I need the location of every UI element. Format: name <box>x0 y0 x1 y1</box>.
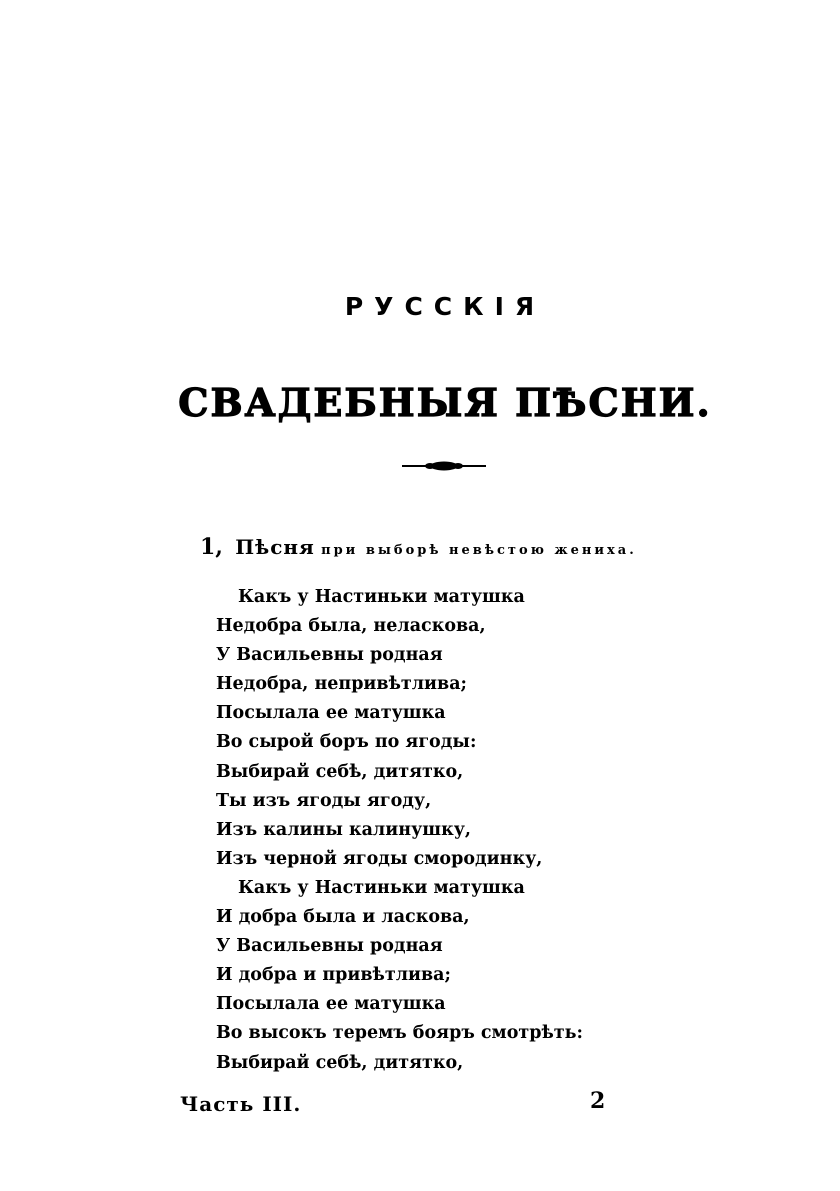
verse-line: У Васильевны родная <box>216 645 443 666</box>
song-heading-rest: при выборѣ невѣстою жениха. <box>321 543 637 558</box>
volume-signature: Часть III. <box>180 1092 302 1116</box>
verse-line: И добра и привѣтлива; <box>216 965 451 986</box>
verse-line: Недобра, непривѣтлива; <box>216 674 467 695</box>
verse-line: Посылала ее матушка <box>216 994 446 1015</box>
song-verse <box>0 583 840 1078</box>
verse-line: Какъ у Настиньки матушка <box>238 877 525 898</box>
verse-line: Посылала ее матушка <box>216 703 446 724</box>
verse-line: Ты изъ ягоды ягоду, <box>216 790 432 811</box>
verse-line: Во сырой боръ по ягоды: <box>216 732 477 753</box>
verse-line: Изъ черной ягоды смородинку, <box>216 848 543 869</box>
page-title: СВАДЕБНЫЯ ПѢСНИ. <box>178 380 712 425</box>
verse-line: Изъ калины калинушку, <box>216 819 472 840</box>
verse-line: Выбирай себѣ, дитятко, <box>216 761 464 782</box>
page-kicker: РУССКІЯ <box>344 292 546 321</box>
verse-line: Во высокъ теремъ бояръ смотрѣть: <box>216 1023 583 1044</box>
song-number: 1, <box>200 534 223 560</box>
song-heading-lead: Пѣсня <box>235 535 315 559</box>
verse-line: Недобра была, неласкова, <box>216 616 486 637</box>
page-number: 2 <box>590 1088 606 1114</box>
verse-line: Какъ у Настиньки матушка <box>238 587 525 607</box>
verse-line: У Васильевны родная <box>216 936 443 957</box>
verse-line: И добра была и ласкова, <box>216 907 470 928</box>
ornament-divider-icon <box>402 458 486 474</box>
song-heading <box>200 534 637 560</box>
verse-line: Выбирай себѣ, дитятко, <box>216 1052 464 1073</box>
